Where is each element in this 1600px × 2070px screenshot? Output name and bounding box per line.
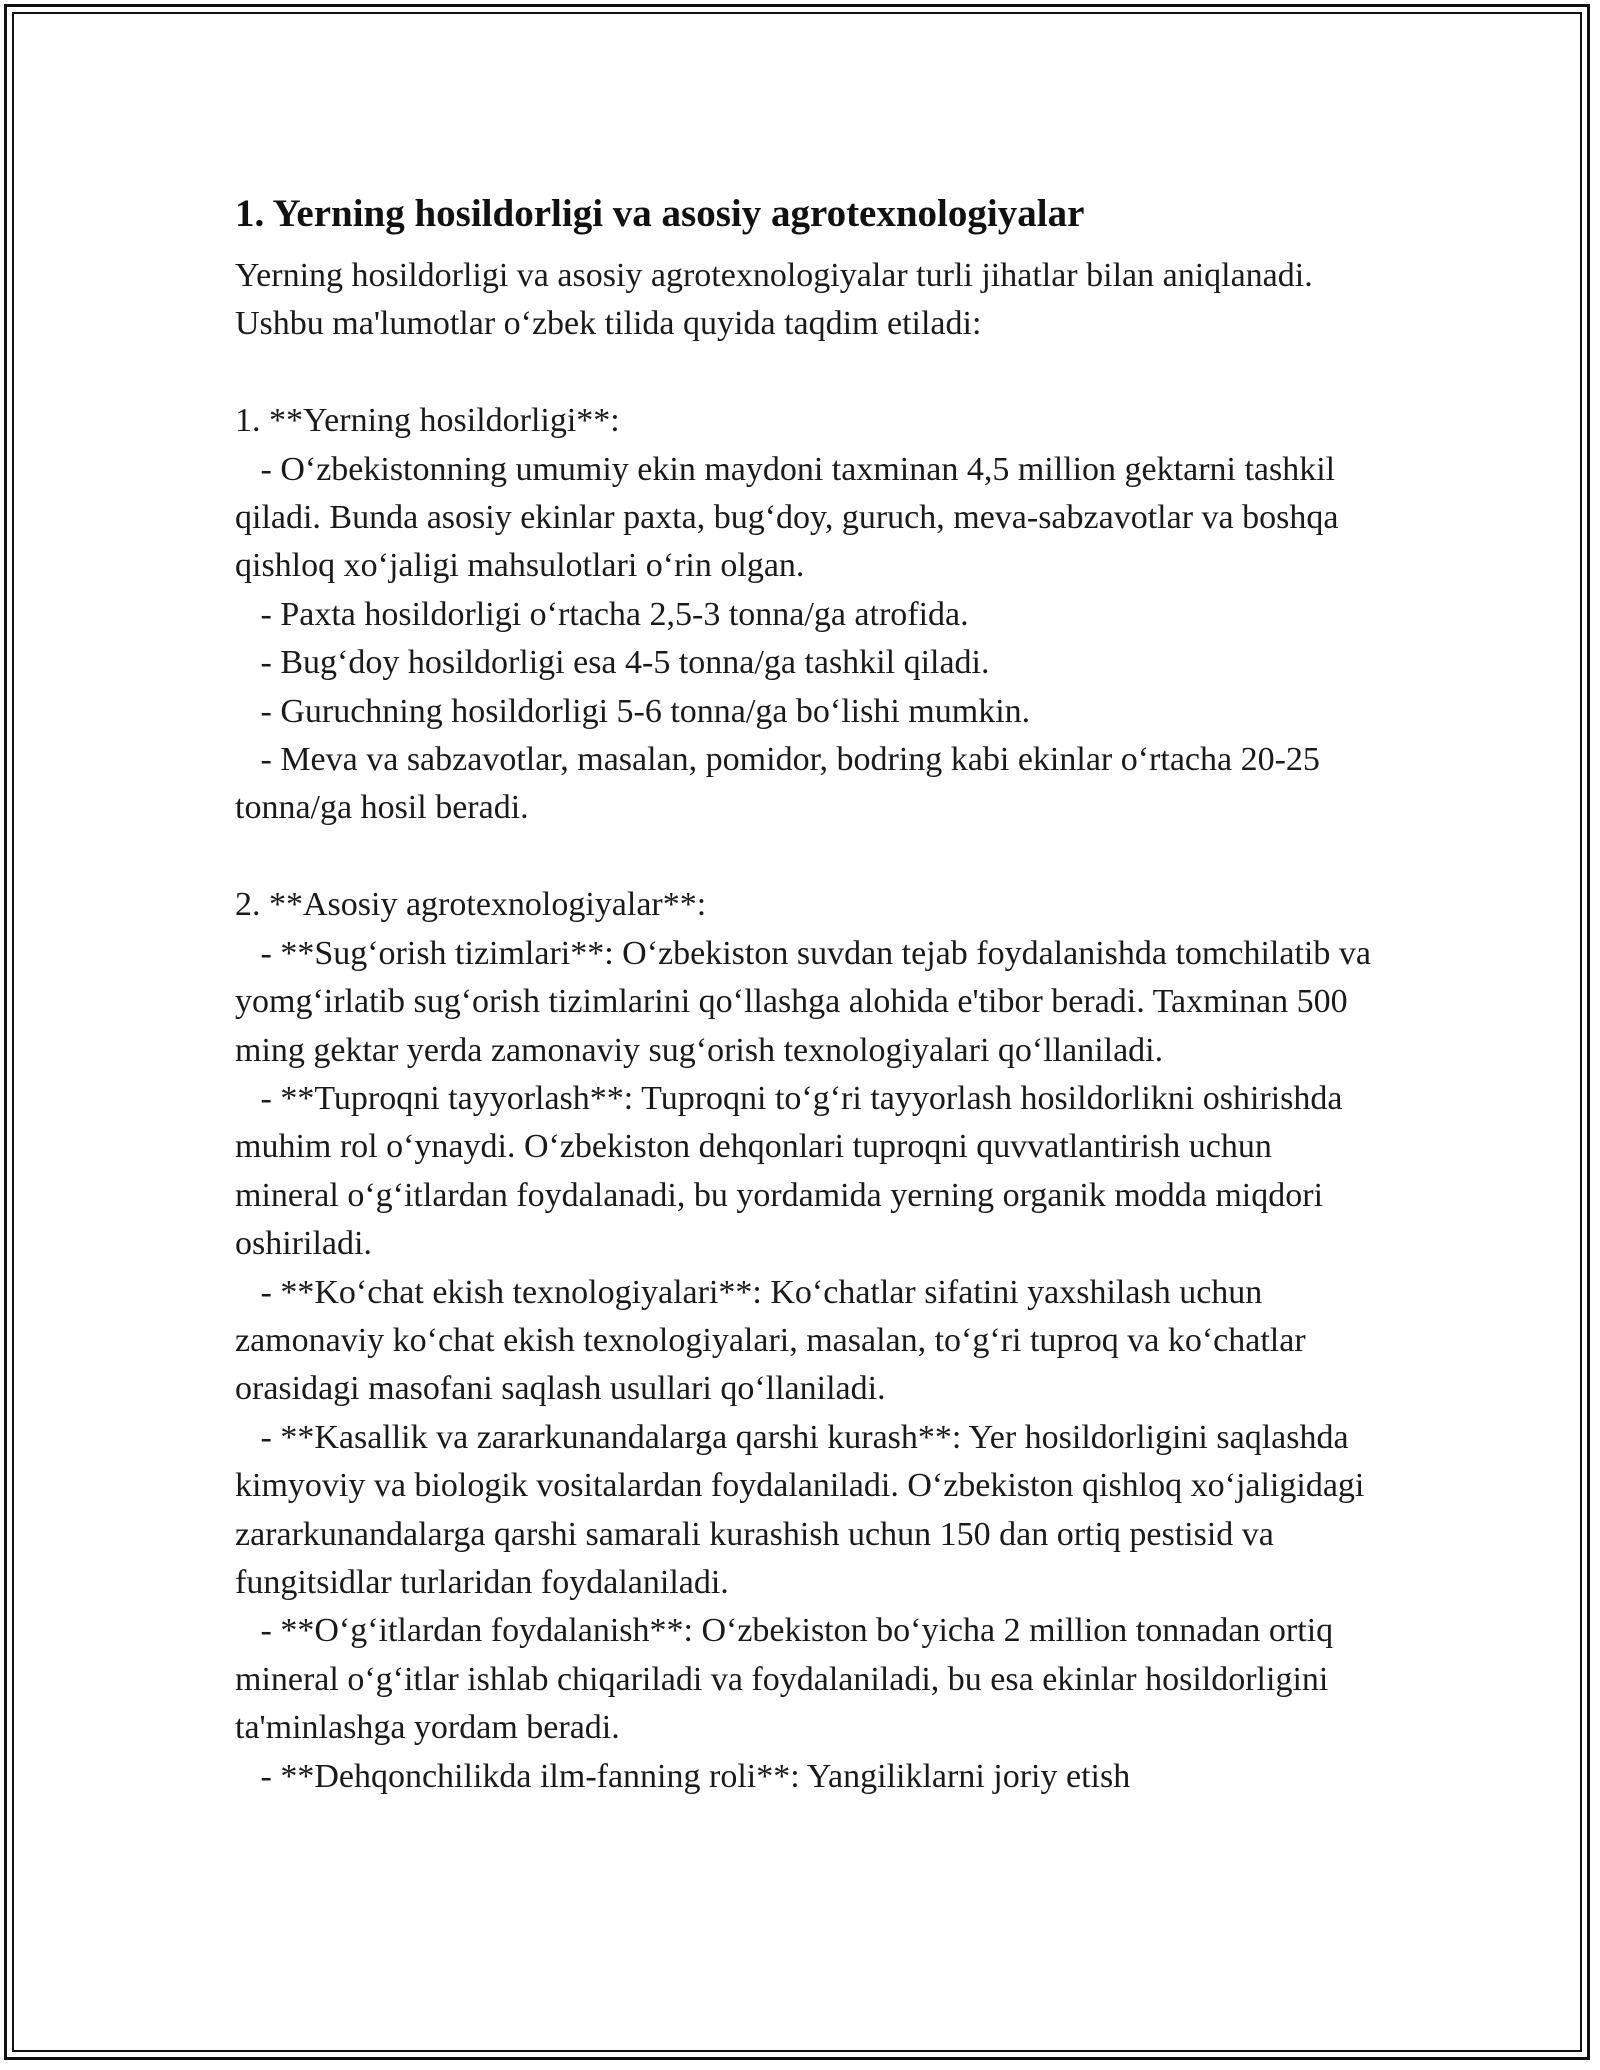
document-page	[235, 186, 1375, 1801]
section-heading: 1. Yerning hosildorligi va asosiy agrotexnologiyalar	[235, 192, 1085, 235]
section-body-text: Yerning hosildorligi va asosiy agrotexnologiyalar turli jihatlar bilan aniqlanadi. Ushbu ma'lumotlar o‘zbek tilida quyida taqdim etiladi: 1. **Yerning hosildorligi**: - O‘zbekistonning umumiy ekin maydoni taxminan 4,5 million gektarni tashkil qiladi. Bunda asosiy ekinlar paxta, bug‘doy, guruch, meva-sabzavotlar va boshqa qishloq xo‘jaligi mahsulotlari o‘rin olgan. - Paxta hosildorligi o‘rtacha 2,5-3 tonna/ga atrofida. - Bug‘doy hosildorligi esa 4-5 tonna/ga tashkil qiladi. - Guruchning hosildorligi 5-6 tonna/ga bo‘lishi mumkin. - Meva va sabzavotlar, masalan, pomidor, bodring kabi ekinlar o‘rtacha 20-25 tonna/ga hosil beradi. 2. **Asosiy agrotexnologiyalar**: - **Sug‘orish tizimlari**: O‘zbekiston suvdan tejab foydalanishda tomchilatib va yomg‘irlatib sug‘orish tizimlarini qo‘llashga alohida e'tibor beradi. Taxminan 500 ming gektar yerda zamonaviy sug‘orish texnologiyalari qo‘llaniladi. - **Tuproqni tayyorlash**: Tuproqni to‘g‘ri tayyorlash hosildorlikni oshirishda muhim rol o‘ynaydi. O‘zbekiston dehqonlari tuproqni quvvatlantirish uchun mineral o‘g‘itlardan foydalanadi, bu yordamida yerning organik modda miqdori oshiriladi. - **Ko‘chat ekish texnologiyalari**: Ko‘chatlar sifatini yaxshilash uchun zamonaviy ko‘chat ekish texnologiyalari, masalan, to‘g‘ri tuproq va ko‘chatlar orasidagi masofani saqlash usullari qo‘llaniladi. - **Kasallik va zararkunandalarga qarshi kurash**: Yer hosildorligini saqlashda kimyoviy va biologik vositalardan foydalaniladi. O‘zbekiston qishloq xo‘jaligidagi zararkunandalarga qarshi samarali kurashish uchun 150 dan ortiq pestisid va fungitsidlar turlaridan foydalaniladi. - **O‘g‘itlardan foydalanish**: O‘zbekiston bo‘yicha 2 million tonnadan ortiq mineral o‘g‘itlar ishlab chiqariladi va foydalaniladi, bu esa ekinlar hosildorligini ta'minlashga yordam beradi. - **Dehqonchilikda ilm-fanning roli**: Yangiliklarni joriy etish	[235, 257, 1371, 1795]
